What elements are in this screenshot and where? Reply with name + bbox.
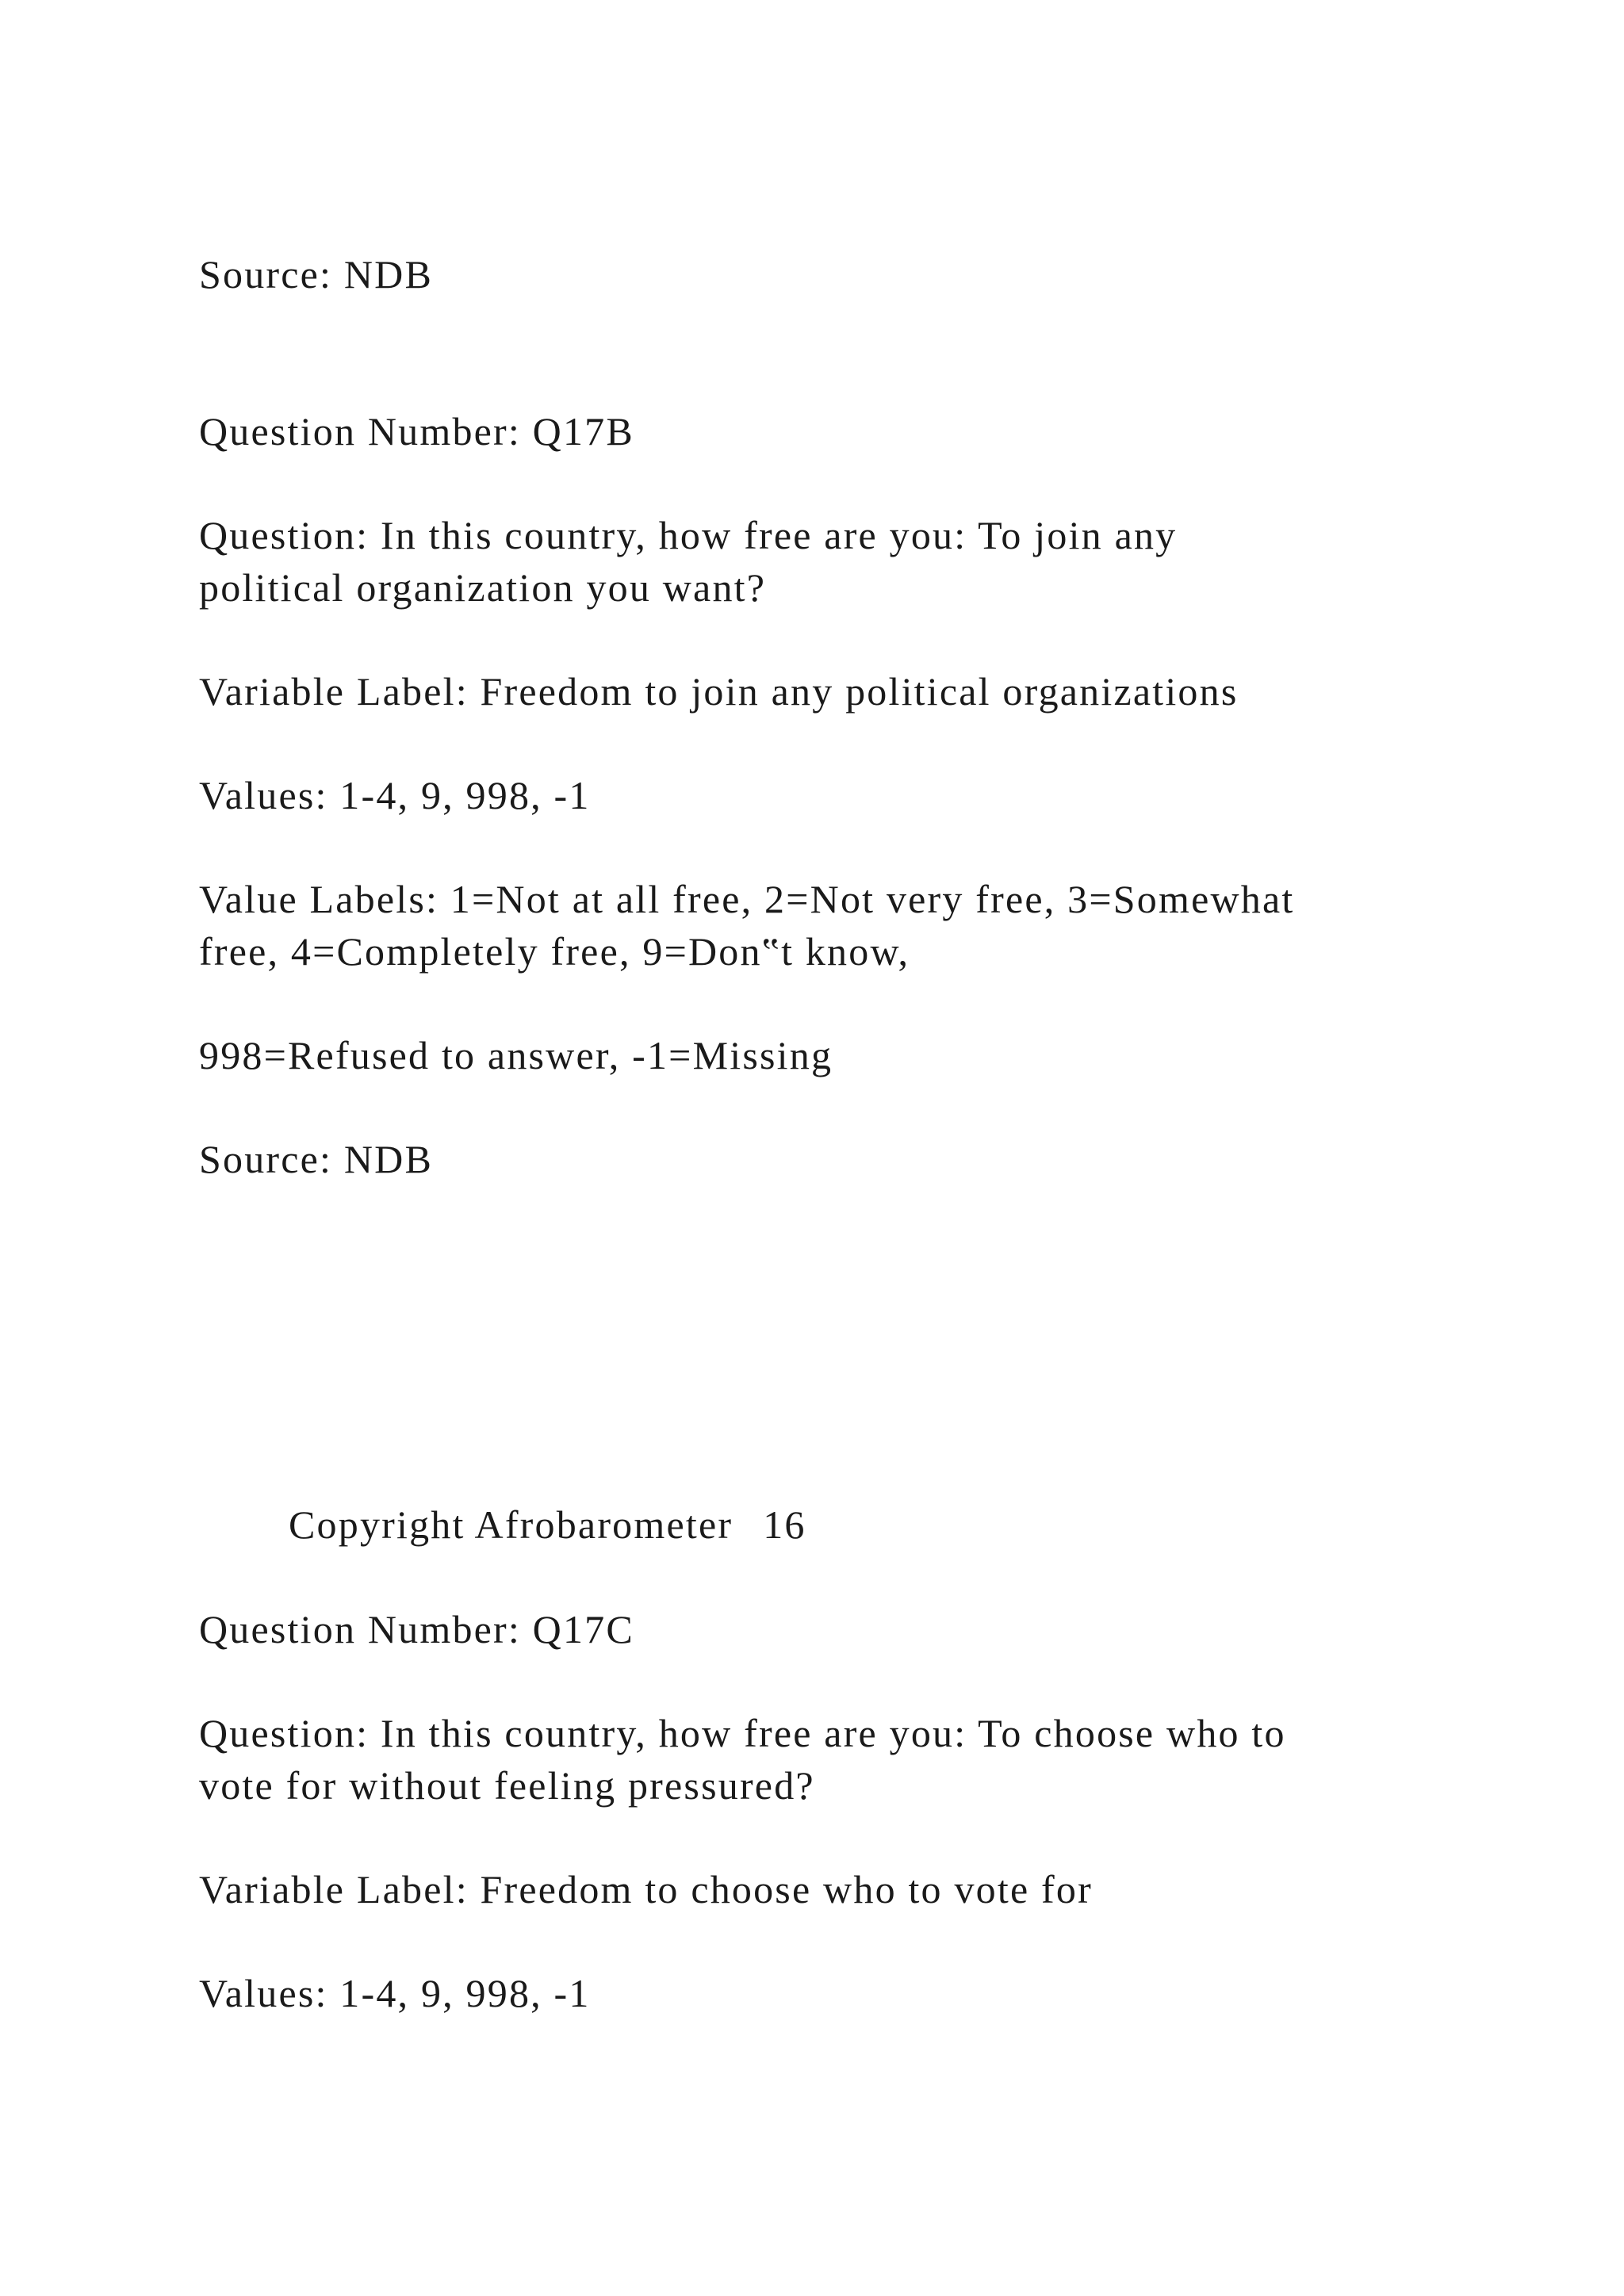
value-labels-line: free, 4=Completely free, 9=Don‟t know, [199,929,910,974]
question-number-line: Question Number: Q17C [199,1607,634,1651]
values-line: Values: 1-4, 9, 998, -1 [199,773,591,817]
question-text-line: Question: In this country, how free are you: To choose who to [199,1711,1286,1755]
value-labels-line: Value Labels: 1=Not at all free, 2=Not very free, 3=Somewhat [199,877,1295,921]
question-text-line: political organization you want? [199,565,767,610]
footer-page-number: 16 [763,1502,806,1547]
variable-label-line: Variable Label: Freedom to choose who to vote for [199,1867,1093,1911]
variable-label-line: Variable Label: Freedom to join any political organizations [199,669,1239,714]
footer-copyright: Copyright Afrobarometer [289,1502,733,1547]
source-line: Source: NDB [199,252,434,297]
question-text-line: Question: In this country, how free are you: To join any [199,513,1178,557]
question-number-line: Question Number: Q17B [199,409,634,453]
source-line: Source: NDB [199,1137,434,1181]
value-labels-line: 998=Refused to answer, -1=Missing [199,1033,833,1077]
page-footer [289,1498,1557,1551]
question-text-line: vote for without feeling pressured? [199,1763,815,1808]
values-line: Values: 1-4, 9, 998, -1 [199,1971,591,2015]
